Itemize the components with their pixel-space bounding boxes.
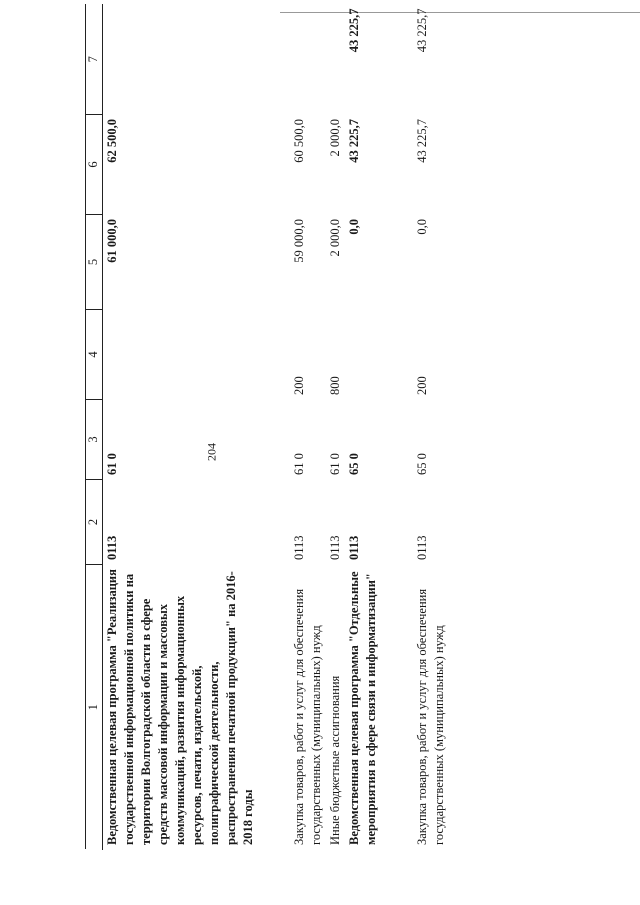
table-row	[290, 5, 326, 850]
cell-target-article: 61 0	[292, 453, 306, 475]
cell-section: 0113	[415, 535, 429, 560]
cell-amount-5: 61 000,0	[105, 219, 119, 263]
cell-amount-6: 2 000,0	[328, 119, 342, 157]
cell-expense-type: 800	[328, 376, 342, 395]
spacer-row	[258, 5, 290, 850]
budget-table-rotated	[85, 5, 520, 850]
cell-amount-6: 62 500,0	[105, 119, 119, 163]
column-header: 2	[86, 480, 103, 565]
cell-amount-6: 43 225,7	[347, 119, 361, 163]
cell-name: Иные бюджетные ассигнования	[328, 675, 342, 845]
column-header: 4	[86, 310, 103, 400]
spacer-row	[381, 5, 413, 850]
cell-expense-type: 200	[292, 376, 306, 395]
cell-name: Закупка товаров, работ и услуг для обеспечения государственных (муниципальных) нужд	[415, 588, 446, 845]
column-header: 3	[86, 400, 103, 480]
cell-section: 0113	[328, 535, 342, 560]
column-header: 5	[86, 215, 103, 310]
cell-expense-type	[103, 310, 259, 400]
cell-amount-6: 60 500,0	[292, 119, 306, 163]
cell-amount-6: 43 225,7	[415, 119, 429, 163]
table-row	[345, 5, 381, 850]
cell-target-article: 65 0	[415, 453, 429, 475]
cell-target-article: 65 0	[347, 453, 361, 475]
table-row	[413, 5, 449, 850]
cell-amount-5: 59 000,0	[292, 219, 306, 263]
page-number: 204	[204, 443, 219, 461]
cell-section: 0113	[292, 535, 306, 560]
cell-target-article: 61 0	[105, 453, 119, 475]
cell-amount-5: 2 000,0	[328, 219, 342, 257]
cell-expense-type	[345, 310, 381, 400]
cell-amount-7	[290, 5, 326, 115]
cell-amount-7: 43 225,7	[415, 8, 429, 53]
cell-amount-7	[326, 5, 345, 115]
cell-name: Закупка товаров, работ и услуг для обеспечения государственных (муниципальных) нужд	[292, 588, 323, 845]
table-row	[326, 5, 345, 850]
table-header-row	[86, 5, 103, 850]
column-header: 1	[86, 565, 103, 850]
cell-amount-7	[103, 5, 259, 115]
table-row	[103, 5, 259, 850]
cell-section: 0113	[105, 535, 119, 560]
column-header: 7	[86, 5, 103, 115]
cell-amount-5: 0,0	[415, 219, 429, 235]
cell-name: Ведомственная целевая программа "Отдельные мероприятия в сфере связи и информатизации"	[347, 571, 378, 845]
cell-section: 0113	[347, 535, 361, 560]
column-header: 6	[86, 115, 103, 215]
cell-amount-5: 0,0	[347, 219, 361, 235]
cell-name: Ведомственная целевая программа "Реализация государственной информационной политики на территории Волгоградской области в сфере средств массовой информации и массовых коммуникаций, развития информационных ресурсов, печати, издательской, полиграфической деятельности, распространения печатной продукции" на 2016-2018 годы	[105, 569, 255, 845]
cell-target-article: 61 0	[328, 453, 342, 475]
cell-amount-7: 43 225,7	[347, 8, 361, 53]
cell-expense-type: 200	[415, 376, 429, 395]
budget-table	[85, 5, 449, 851]
